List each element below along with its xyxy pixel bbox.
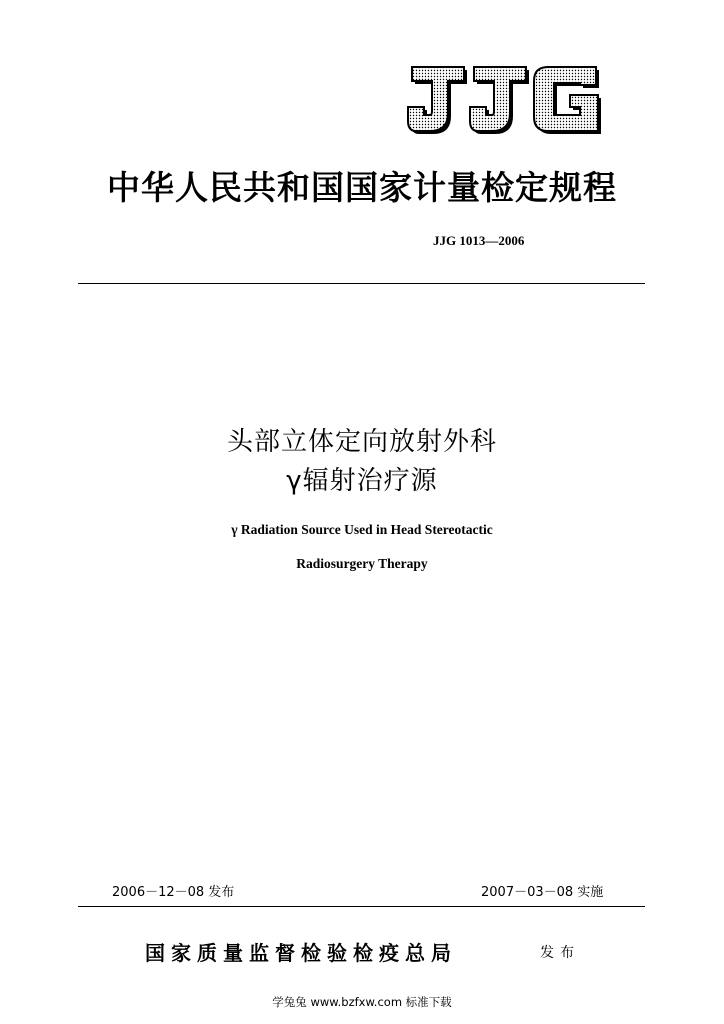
logo-letter-j1 — [408, 67, 467, 134]
effective-date: 2007－03－08 实施 — [481, 885, 604, 900]
standard-code: JJG 1013—2006 — [433, 233, 525, 248]
jjg-logo — [406, 63, 604, 135]
regulation-series-title: 中华人民共和国国家计量检定规程 — [107, 168, 617, 207]
english-title-line-2: Radiosurgery Therapy — [296, 556, 428, 571]
english-title-line-1: γ Radiation Source Used in Head Stereotactic — [231, 522, 493, 537]
issuing-authority: 国家质量监督检验检疫总局 — [145, 941, 457, 965]
top-divider — [78, 283, 645, 284]
issuing-authority-suffix: 发布 — [540, 945, 580, 961]
chinese-title-line-1: 头部立体定向放射外科 — [226, 427, 497, 457]
download-source-footer: 学兔兔 www.bzfxw.com 标准下载 — [272, 995, 452, 1009]
logo-letter-g — [534, 67, 601, 134]
issue-date: 2006－12－08 发布 — [112, 885, 235, 900]
chinese-title-line-2: γ辐射治疗源 — [286, 466, 438, 496]
logo-letter-j2 — [470, 67, 529, 134]
bottom-divider — [78, 906, 645, 907]
